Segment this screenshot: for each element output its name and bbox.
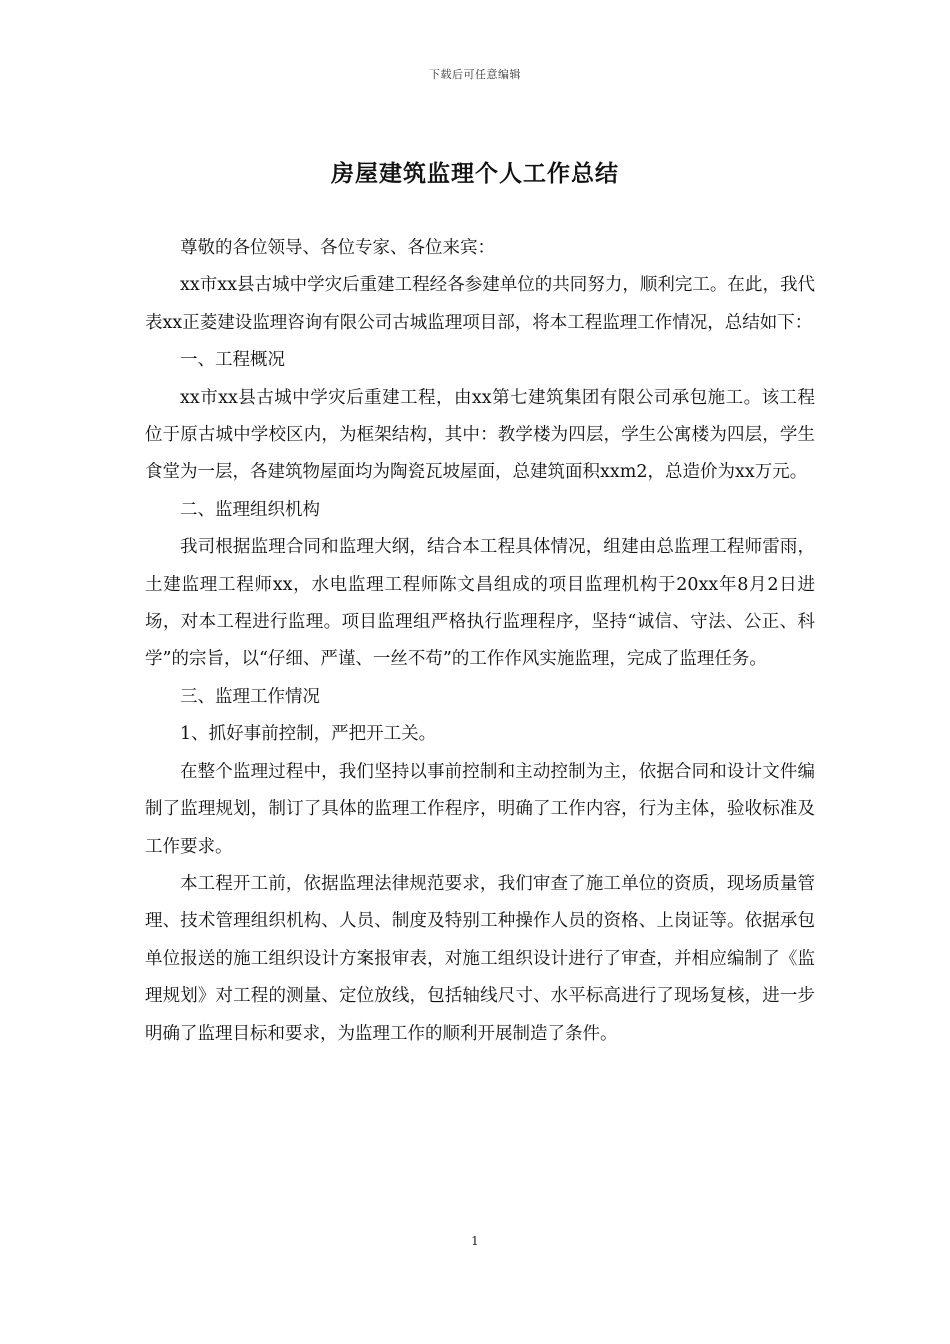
- paragraph-organization: 我司根据监理合同和监理大纲，结合本工程具体情况，组建由总监理工程师雷雨，土建监理工程师xx，水电监理工程师陈文昌组成的项目监理机构于20xx年8月2日进场，对本工程进行监理。项目监理组严格执行监理程序，坚持“诚信、守法、公正、科学”的宗旨，以“仔细、严谨、一丝不苟”的工作作风实施监理，完成了监理任务。: [145, 537, 815, 670]
- section-heading-3: 三、监理工作情况: [180, 686, 320, 707]
- paragraph-intro: xx市xx县古城中学灾后重建工程经各参建单位的共同努力，顺利完工。在此，我代表xx正菱建设监理咨询有限公司古城监理项目部，将本工程监理工作情况，总结如下：: [145, 275, 815, 333]
- section-heading-1: 一、工程概况: [180, 350, 285, 371]
- page-title: 房屋建筑监理个人工作总结: [331, 160, 619, 187]
- page-number: 1: [471, 1234, 479, 1248]
- salutation: 尊敬的各位领导、各位专家、各位来宾：: [180, 238, 495, 258]
- header-note: 下载后可任意编辑: [429, 68, 521, 81]
- paragraph-pre-construction: 本工程开工前，依据监理法律规范要求，我们审查了施工单位的资质，现场质量管理、技术管理组织机构、人员、制度及特别工种操作人员的资格、上岗证等。依据承包单位报送的施工组织设计方案报审表，对施工组织设计进行了审查，并相应编制了《监理规划》对工程的测量、定位放线，包括轴线尺寸、水平标高进行了现场复核，进一步明确了监理目标和要求，为监理工作的顺利开展制造了条件。: [145, 873, 815, 1044]
- subheading-1: 1、抓好事前控制，严把开工关。: [180, 724, 437, 745]
- document-body: [145, 230, 815, 1053]
- paragraph-overview: xx市xx县古城中学灾后重建工程，由xx第七建筑集团有限公司承包施工。该工程位于原古城中学校区内，为框架结构，其中：教学楼为四层，学生公寓楼为四层，学生食堂为一层，各建筑物屋面均为陶瓷瓦坡屋面，总建筑面积xxm2，总造价为xx万元。: [145, 387, 815, 483]
- paragraph-control: 在整个监理过程中，我们坚持以事前控制和主动控制为主，依据合同和设计文件编制了监理规划，制订了具体的监理工作程序，明确了工作内容，行为主体，验收标准及工作要求。: [145, 761, 815, 857]
- section-heading-2: 二、监理组织机构: [180, 499, 320, 520]
